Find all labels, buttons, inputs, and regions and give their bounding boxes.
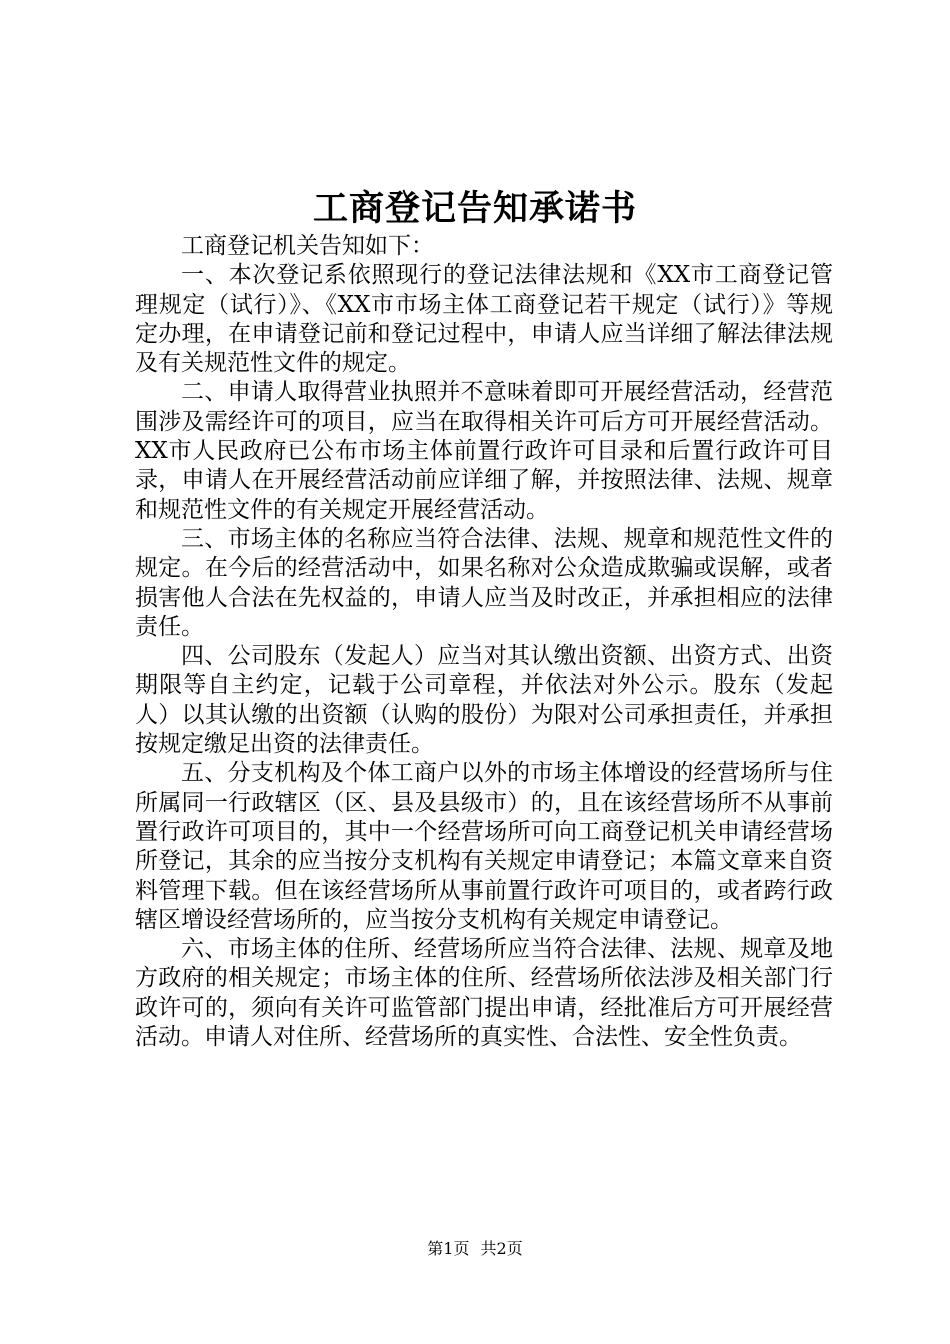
- paragraph-item-1: 一、本次登记系依照现行的登记法律法规和《XX市工商登记管理规定（试行）》、《XX市市场主体工商登记若干规定（试行）》等规定办理，在申请登记前和登记过程中，申请人应当详细了解法律法规及有关规范性文件的规定。: [135, 262, 833, 377]
- page-number-current: 第1页: [427, 1239, 470, 1258]
- page-number-total: 共2页: [480, 1239, 523, 1258]
- paragraph-intro: 工商登记机关告知如下：: [181, 233, 434, 259]
- paragraph-item-4: 四、公司股东（发起人）应当对其认缴出资额、出资方式、出资期限等自主约定，记载于公司章程，并依法对外公示。股东（发起人）以其认缴的出资额（认购的股份）为限对公司承担责任，并承担按规定缴足出资的法律责任。: [135, 643, 833, 758]
- document-title: 工商登记告知承诺书: [312, 188, 637, 229]
- page-footer: [0, 1238, 950, 1260]
- paragraph-item-2: 二、申请人取得营业执照并不意味着即可开展经营活动，经营范围涉及需经许可的项目，应当在取得相关许可后方可开展经营活动。XX市人民政府已公布市场主体前置行政许可目录和后置行政许可目录，申请人在开展经营活动前应详细了解，并按照法律、法规、规章和规范性文件的有关规定开展经营活动。: [135, 379, 833, 523]
- paragraph-item-6: 六、市场主体的住所、经营场所应当符合法律、法规、规章及地方政府的相关规定；市场主体的住所、经营场所依法涉及相关部门行政许可的，须向有关许可监管部门提出申请，经批准后方可开展经营活动。申请人对住所、经营场所的真实性、合法性、安全性负责。: [135, 936, 833, 1051]
- paragraph-item-5: 五、分支机构及个体工商户以外的市场主体增设的经营场所与住所属同一行政辖区（区、县及县级市）的，且在该经营场所不从事前置行政许可项目的，其中一个经营场所可向工商登记机关申请经营场所登记，其余的应当按分支机构有关规定申请登记；本篇文章来自资料管理下载。但在该经营场所从事前置行政许可项目的，或者跨行政辖区增设经营场所的，应当按分支机构有关规定申请登记。: [135, 760, 833, 933]
- paragraph-item-3: 三、市场主体的名称应当符合法律、法规、规章和规范性文件的规定。在今后的经营活动中，如果名称对公众造成欺骗或误解，或者损害他人合法在先权益的，申请人应当及时改正，并承担相应的法律责任。: [135, 525, 833, 640]
- document-body: [135, 232, 833, 1052]
